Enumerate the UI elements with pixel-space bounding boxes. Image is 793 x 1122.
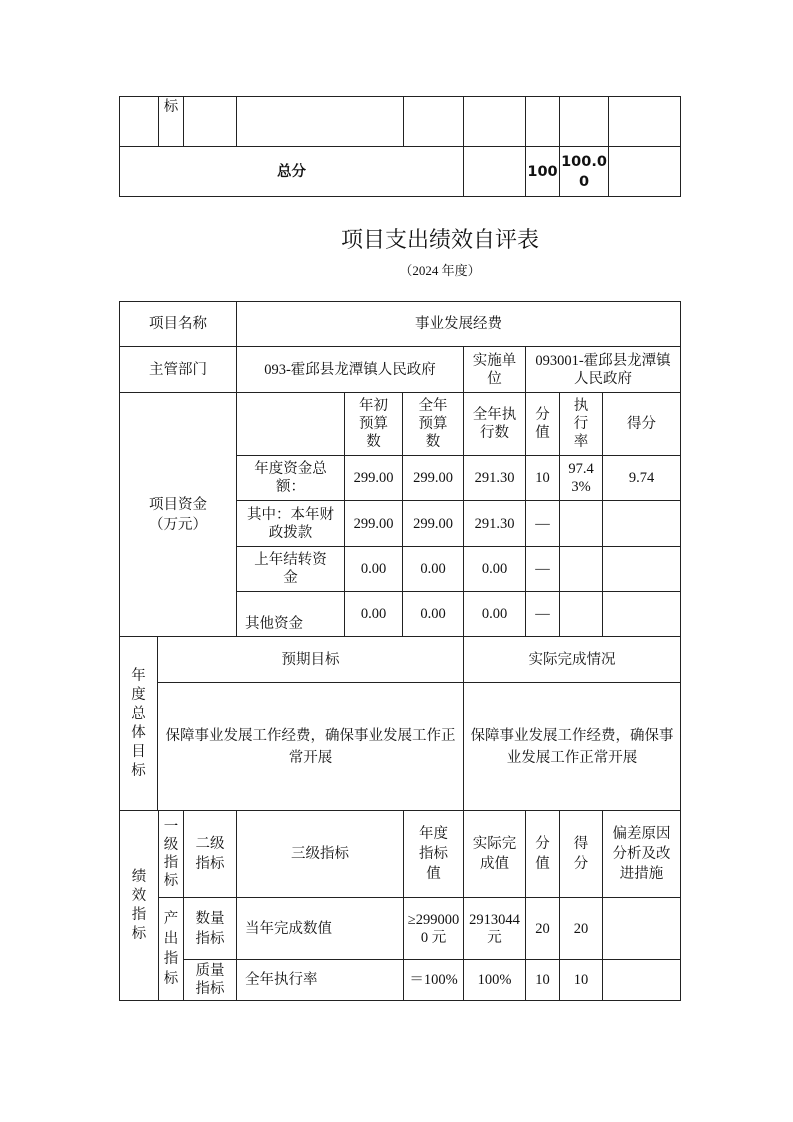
level2-indicator: 数量指标: [183, 897, 237, 960]
expected-label: 预期目标: [157, 636, 464, 683]
cell: [183, 96, 237, 147]
fund-weight: —: [525, 546, 560, 592]
total-label: 总分: [119, 146, 464, 197]
indicator-weight: 20: [525, 897, 560, 960]
actual-goal: 保障事业发展工作经费，确保事业发展工作正常开展: [463, 682, 681, 811]
cell: [608, 146, 681, 197]
indicator-score: 10: [559, 959, 603, 1001]
page-title: 项目支出绩效自评表: [340, 227, 539, 252]
dept: 093-霍邱县龙潭镇人民政府: [236, 346, 464, 393]
fund-initial: 0.00: [344, 591, 403, 637]
fund-score: 9.74: [602, 455, 681, 501]
total-weight: 100: [525, 146, 560, 197]
cell: [608, 96, 681, 147]
fund-executed: 291.30: [463, 455, 526, 501]
fund-executed: 0.00: [463, 546, 526, 592]
fund-row-name: 上年结转资金: [236, 546, 345, 592]
level2-indicator: 质量指标: [183, 959, 237, 1001]
indicator-header: 年度指标值: [403, 810, 464, 898]
funds-label: 项目资金（万元）: [119, 392, 237, 637]
indicator-header: 实际完成值: [463, 810, 526, 898]
cell: [236, 392, 345, 456]
funds-header: 年初预算数: [344, 392, 403, 456]
level1-indicator: 产出指标: [158, 897, 184, 1001]
target-value: ≥2990000 元: [403, 897, 464, 960]
indicator-score: 20: [559, 897, 603, 960]
cell: [403, 96, 464, 147]
indicators-label: 绩效指标: [119, 810, 159, 1001]
project-name: 事业发展经费: [236, 301, 681, 347]
fund-initial: 299.00: [344, 455, 403, 501]
indicator-note: [602, 959, 681, 1001]
fund-rate: [559, 546, 603, 592]
level3-indicator: 全年执行率: [236, 959, 404, 1001]
indicator-header: 二级指标: [183, 810, 237, 898]
funds-header: 全年预算数: [402, 392, 464, 456]
actual-value: 2913044 元: [463, 897, 526, 960]
actual-value: 100%: [463, 959, 526, 1001]
fund-weight: 10: [525, 455, 560, 501]
fund-rate: [559, 500, 603, 547]
funds-header: 分值: [525, 392, 560, 456]
expected-goal: 保障事业发展工作经费，确保事业发展工作正常开展: [157, 682, 464, 811]
fund-score: [602, 546, 681, 592]
fund-score: [602, 500, 681, 547]
indicator-header: 三级指标: [236, 810, 404, 898]
fund-executed: 0.00: [463, 591, 526, 637]
fund-initial: 0.00: [344, 546, 403, 592]
cell: [119, 96, 159, 147]
cell: [236, 96, 404, 147]
fund-rate: [559, 591, 603, 637]
project-name-label: 项目名称: [119, 301, 237, 347]
actual-label: 实际完成情况: [463, 636, 681, 683]
cell: [559, 96, 609, 147]
fund-score: [602, 591, 681, 637]
goals-label: 年度总体目标: [119, 636, 158, 811]
fund-row-name: 年度资金总额：: [236, 455, 345, 501]
level3-indicator: 当年完成数值: [236, 897, 404, 960]
target-value: ＝100%: [403, 959, 464, 1001]
fund-row-name: 其他资金: [236, 591, 345, 637]
indicator-note: [602, 897, 681, 960]
indicator-header: 偏差原因分析及改进措施: [602, 810, 681, 898]
indicator-header: 一级指标: [158, 810, 184, 898]
fund-row-name: 其中：本年财政拨款: [236, 500, 345, 547]
cell: [463, 96, 526, 147]
indicator-header: 得分: [559, 810, 603, 898]
fund-annual: 299.00: [402, 455, 464, 501]
fund-weight: —: [525, 591, 560, 637]
indicator-weight: 10: [525, 959, 560, 1001]
cell: [525, 96, 560, 147]
unit: 093001-霍邱县龙潭镇人民政府: [525, 346, 681, 393]
total-score: 100.00: [559, 146, 609, 197]
fund-annual: 299.00: [402, 500, 464, 547]
funds-header: 得分: [602, 392, 681, 456]
dept-label: 主管部门: [119, 346, 237, 393]
fund-annual: 0.00: [402, 591, 464, 637]
fund-executed: 291.30: [463, 500, 526, 547]
fund-annual: 0.00: [402, 546, 464, 592]
fund-rate: 97.43%: [559, 455, 603, 501]
fund-initial: 299.00: [344, 500, 403, 547]
fund-weight: —: [525, 500, 560, 547]
page-subtitle: （2024 年度）: [399, 263, 481, 278]
funds-header: 执行率: [559, 392, 603, 456]
unit-label: 实施单位: [463, 346, 526, 393]
indicator-header: 分值: [525, 810, 560, 898]
funds-header: 全年执行数: [463, 392, 526, 456]
cell: [463, 146, 526, 197]
cell: 标: [158, 96, 184, 147]
